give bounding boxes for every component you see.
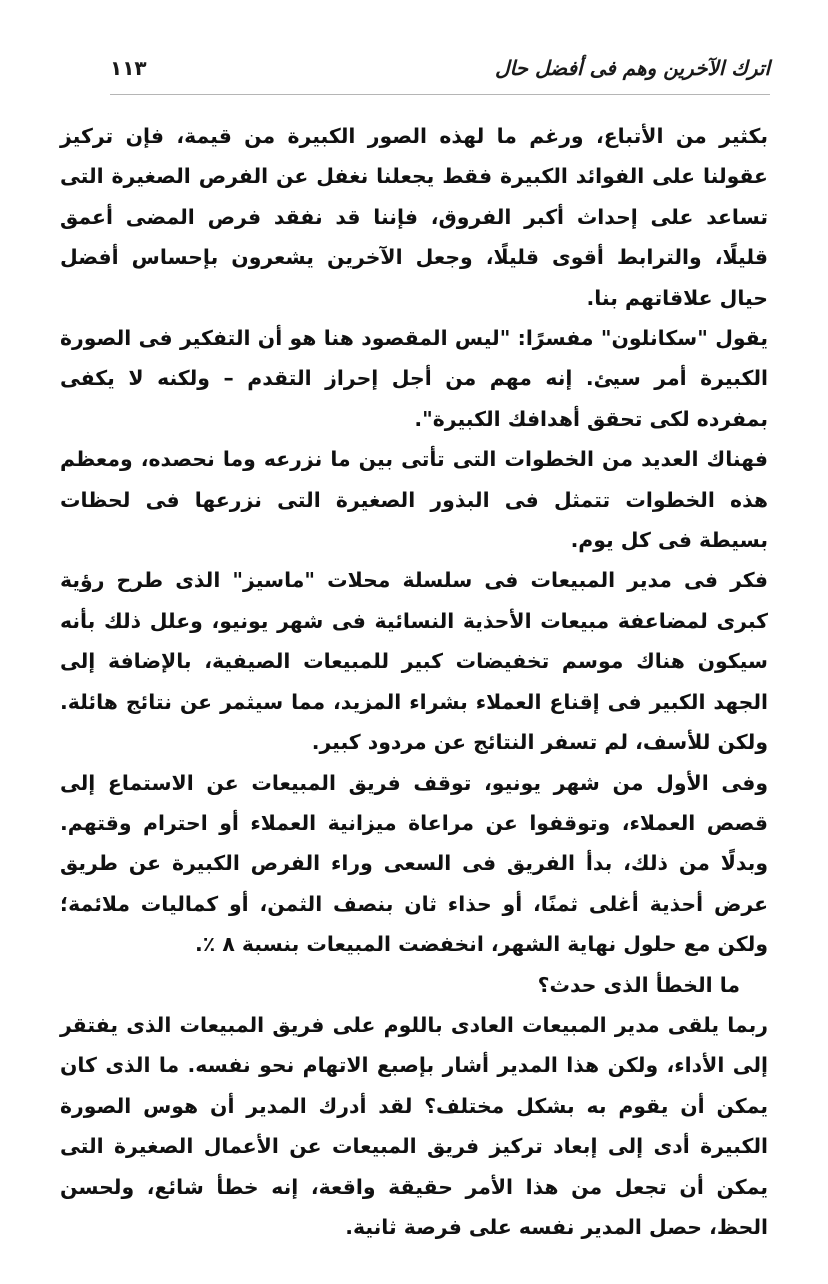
paragraph: فهناك العديد من الخطوات التى تأتى بين ما نزرعه وما نحصده، ومعظم هذه الخطوات تتمثل فى البذور الصغيرة التى نزرعها فى لحظات بسيطة فى كل يوم.	[60, 447, 768, 553]
page-header	[110, 52, 770, 92]
paragraph: يقول "سكانلون" مفسرًا: "ليس المقصود هنا هو أن التفكير فى الصورة الكبيرة أمر سيئ. إنه مهم من أجل إحراز التقدم – ولكنه لا يكفى بمفرده لكى تحقق أهدافك الكبيرة".	[60, 326, 768, 431]
paragraph: بكثير من الأتباع، ورغم ما لهذه الصور الكبيرة من قيمة، فإن تركيز عقولنا على الفوائد الكبيرة فقط يجعلنا نغفل عن الفرص الصغيرة التى تساعد على إحداث أكبر الفروق، فإننا قد نفقد فرص المضى أعمق قليلًا، والترابط أقوى قليلًا، وجعل الآخرين يشعرون بإحساس أفضل حيال علاقاتهم بنا.	[60, 124, 768, 310]
body-text	[60, 116, 768, 1247]
running-title: اترك الآخرين وهم فى أفضل حال	[495, 56, 770, 80]
question-line: ما الخطأ الذى حدث؟	[537, 972, 740, 997]
paragraph: وفى الأول من شهر يونيو، توقف فريق المبيعات عن الاستماع إلى قصص العملاء، وتوقفوا عن مراعاة ميزانية العملاء أو احترام وقتهم. وبدلًا من ذلك، بدأ الفريق فى السعى وراء الفرص الكبيرة عن طريق عرض أحذية أغلى ثمنًا، أو حذاء ثان بنصف الثمن، أو كماليات ملائمة؛ ولكن مع حلول نهاية الشهر، انخفضت المبيعات بنسبة ٨ ٪.	[60, 770, 768, 957]
paragraph: ربما يلقى مدير المبيعات العادى باللوم على فريق المبيعات الذى يفتقر إلى الأداء، ولكن هذا المدير أشار بإصبع الاتهام نحو نفسه. ما الذى كان يمكن أن يقوم به بشكل مختلف؟ لقد أدرك المدير أن هوس الصورة الكبيرة أدى إلى إبعاد تركيز فريق المبيعات عن الأعمال الصغيرة التى يمكن أن تجعل من هذا الأمر حقيقة واقعة، إنه خطأ شائع، ولحسن الحظ، حصل المدير نفسه على فرصة ثانية.	[60, 1012, 768, 1239]
paragraph: فكر فى مدير المبيعات فى سلسلة محلات "ماسيز" الذى طرح رؤية كبرى لمضاعفة مبيعات الأحذية النسائية فى شهر يونيو، وعلل ذلك بأنه سيكون هناك موسم تخفيضات كبير للمبيعات الصيفية، بالإضافة إلى الجهد الكبير فى إقناع العملاء بشراء المزيد، مما سيثمر عن نتائج هائلة. ولكن للأسف، لم تسفر النتائج عن مردود كبير.	[60, 568, 768, 755]
header-divider	[110, 94, 770, 95]
page-number: ١١٣	[110, 56, 147, 80]
